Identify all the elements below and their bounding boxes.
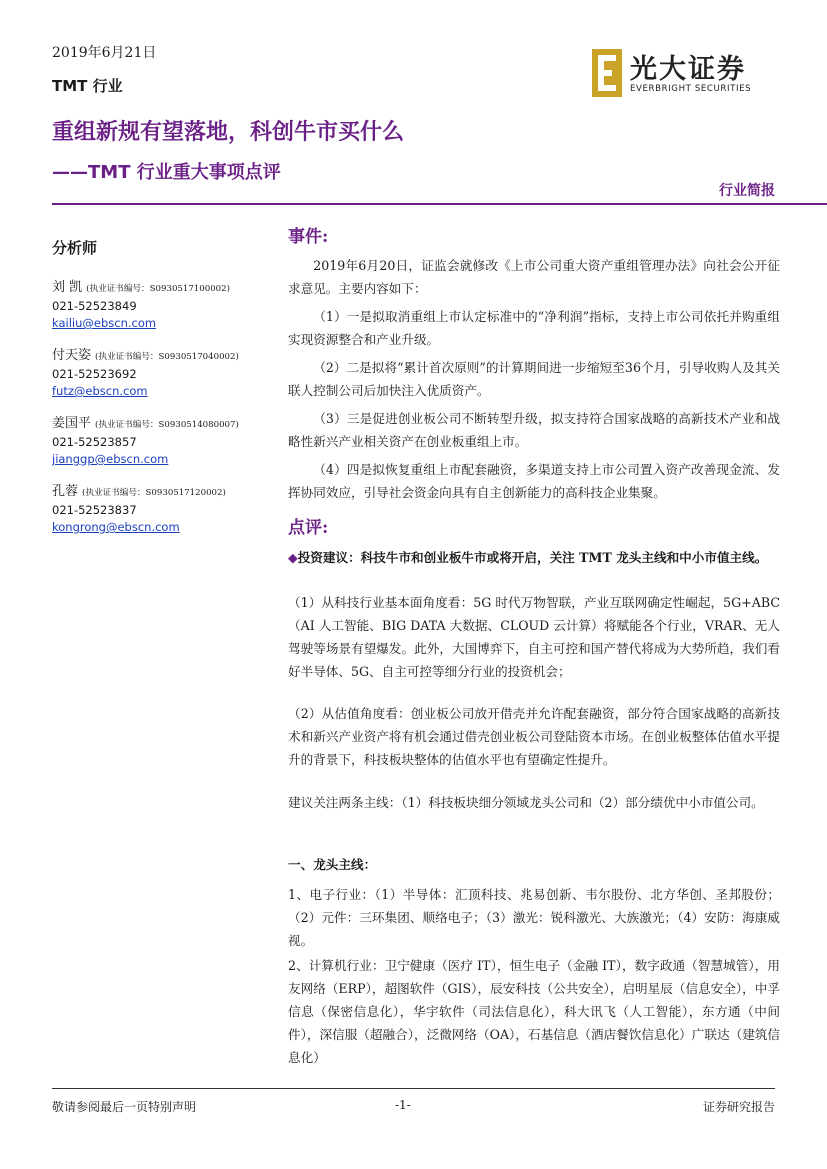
event-heading: 事件:: [288, 227, 329, 247]
event-paragraph: （1）一是拟取消重组上市认定标准中的“净利润”指标，支持上市公司依托并购重组实现资源整合和产业升级。: [288, 309, 780, 347]
analyst-name: 刘 凯: [52, 280, 83, 295]
analyst-cert: (执业证书编号：S0930517100002): [86, 284, 230, 294]
event-paragraph: （2）二是拟将“累计首次原则”的计算期间进一步缩短至36个月，引导收购人及其关联人控制公司后加快注入优质资产。: [288, 360, 780, 398]
analyst-card: [52, 415, 272, 468]
analyst-name: 付天姿: [52, 348, 92, 363]
report-type-label: 行业简报: [719, 183, 775, 199]
comment-paragraph: （2）从估值角度看：创业板公司放开借壳并允许配套融资，部分符合国家战略的高新技术和新兴产业资产将有机会通过借壳创业板公司登陆资本市场。在创业板整体估值水平提升的背景下，科技板块整体的估值水平也有望确定性提升。: [288, 706, 780, 767]
analyst-email-link[interactable]: kailiu@ebscn.com: [52, 316, 157, 330]
section-one-item: 2、计算机行业：卫宁健康（医疗 IT），恒生电子（金融 IT），数字政通（智慧城管），用友网络（ERP），超图软件（GIS），辰安科技（公共安全），启明星辰（信息安全），中孚信息（保密信息化），华宇软件（司法信息化），科大讯飞（人工智能），东方通（中间件），深信服（超融合），泛微网络（OA），石基信息（酒店餐饮信息化）广联达（建筑信息化）: [288, 958, 780, 1065]
analyst-phone: 021-52523837: [52, 503, 137, 517]
everbright-logo-icon: [592, 49, 622, 97]
section-one-item: 1、电子行业：（1）半导体：汇顶科技、兆易创新、韦尔股份、北方华创、圣邦股份；（2）元件：三环集团、顺络电子；（3）激光：锐科激光、大族激光；（4）安防：海康威视。: [288, 887, 780, 948]
analyst-email-link[interactable]: kongrong@ebscn.com: [52, 520, 180, 534]
footer-divider: [52, 1088, 775, 1089]
comment-paragraph: 建议关注两条主线：（1）科技板块细分领域龙头公司和（2）部分绩优中小市值公司。: [288, 795, 764, 810]
analyst-email-link[interactable]: jianggp@ebscn.com: [52, 452, 169, 466]
analyst-phone: 021-52523849: [52, 299, 137, 313]
logo-english-name: EVERBRIGHT SECURITIES: [630, 84, 752, 94]
analyst-phone: 021-52523692: [52, 367, 137, 381]
analyst-card: [52, 347, 272, 400]
event-paragraph: （4）四是拟恢复重组上市配套融资，多渠道支持上市公司置入资产改善现金流、发挥协同效应，引导社会资金向具有自主创新能力的高科技企业集聚。: [288, 462, 780, 500]
section-one-heading: 一、龙头主线：: [288, 857, 377, 872]
investment-advice: [288, 546, 780, 569]
analyst-email-link[interactable]: futz@ebscn.com: [52, 384, 148, 398]
header-divider: [52, 203, 827, 205]
analyst-cert: (执业证书编号：S0930517120002): [82, 488, 226, 498]
page-subtitle: ——TMT 行业重大事项点评: [52, 162, 281, 183]
footer-disclaimer: 敬请参阅最后一页特别声明: [52, 1100, 197, 1114]
advice-text: 投资建议：科技牛市和创业板牛市或将开启，关注 TMT 龙头主线和中小市值主线。: [297, 550, 768, 565]
event-paragraph: 2019年6月20日，证监会就修改《上市公司重大资产重组管理办法》向社会公开征求意见。主要内容如下：: [288, 258, 780, 296]
analysts-heading: 分析师: [52, 239, 98, 257]
report-date: 2019年6月21日: [52, 45, 157, 61]
analyst-cert: (执业证书编号：S0930517040002): [95, 352, 239, 362]
event-paragraph: （3）三是促进创业板公司不断转型升级，拟支持符合国家战略的高新技术产业和战略性新兴产业相关资产在创业板重组上市。: [288, 411, 780, 449]
analyst-card: [52, 279, 272, 332]
analyst-name: 姜国平: [52, 416, 92, 431]
logo-chinese-name: 光大证券: [630, 54, 746, 85]
page-number: -1-: [395, 1098, 411, 1112]
analyst-name: 孔蓉: [52, 484, 79, 499]
comment-heading: 点评:: [288, 518, 329, 538]
analyst-card: [52, 483, 272, 536]
company-logo: [592, 49, 782, 99]
analyst-cert: (执业证书编号：S0930514080007): [95, 420, 239, 430]
footer-report-label: 证券研究报告: [702, 1100, 775, 1114]
diamond-bullet-icon: ◆: [288, 550, 298, 565]
industry-label: TMT 行业: [52, 77, 123, 95]
page-title: 重组新规有望落地，科创牛市买什么: [52, 120, 405, 145]
comment-paragraph: （1）从科技行业基本面角度看：5G 时代万物智联，产业互联网确定性崛起，5G+ABC（AI 人工智能、BIG DATA 大数据、CLOUD 云计算）将赋能各个行业，VRAR、无人驾驶等场景有望爆发。此外，大国博弈下，自主可控和国产替代将成为大势所趋，我们看好半导体、5G、自主可控等细分行业的投资机会；: [288, 595, 780, 679]
analyst-phone: 021-52523857: [52, 435, 137, 449]
